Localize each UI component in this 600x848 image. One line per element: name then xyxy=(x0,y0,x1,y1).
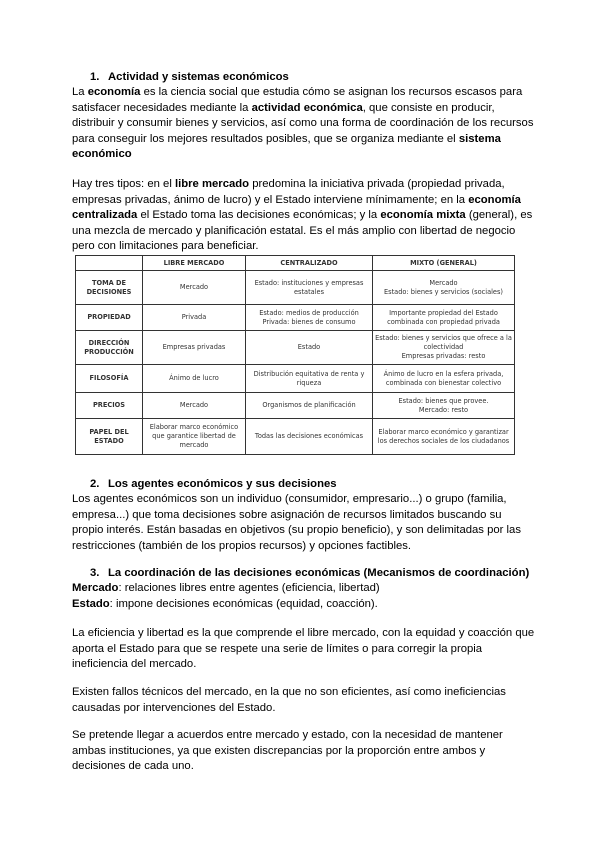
paragraph-agentes xyxy=(72,492,532,554)
table-row xyxy=(76,365,515,393)
row-label: DIRECCIÓN PRODUCCIÓN xyxy=(76,331,143,365)
cell-line: Estado: medios de producción xyxy=(259,308,359,317)
table-row xyxy=(76,393,515,419)
table-header-row xyxy=(76,256,515,271)
row-label: FILOSOFÍA xyxy=(76,365,143,393)
bold-term: actividad económica xyxy=(251,101,363,114)
section-2-heading xyxy=(90,478,337,490)
cell-line: Mercado: resto xyxy=(418,405,469,414)
bold-term: centralizada xyxy=(72,209,138,222)
table-cell: Ánimo de lucro xyxy=(143,365,246,393)
table-header-cell: MIXTO (GENERAL) xyxy=(373,256,515,271)
section-number: 3. xyxy=(90,567,100,579)
row-label: TOMA DE DECISIONES xyxy=(76,271,143,305)
table-cell xyxy=(373,271,515,305)
row-label: PRECIOS xyxy=(76,393,143,419)
section-number: 2. xyxy=(90,478,100,490)
text: : relaciones libres entre agentes (eficiencia, libertad) xyxy=(118,582,380,594)
table-row xyxy=(76,419,515,455)
text-line: Se pretende llegar a acuerdos entre mercado y estado, con la necesidad de mantener xyxy=(72,729,503,741)
bold-term: Mercado xyxy=(72,582,119,594)
cell-line: Elaborar marco económico y garantizar los derechos sociales de los ciudadanos xyxy=(377,427,510,445)
cell-line: Estado: bienes que provee. xyxy=(398,396,489,405)
cell-line: Empresas privadas: resto xyxy=(401,352,486,360)
text-line: ineficiencia del mercado. xyxy=(72,658,197,671)
table-cell: Estado xyxy=(246,331,373,365)
cell-line: Ánimo de lucro en la esfera privada, xyxy=(383,369,504,378)
section-title: Actividad y sistemas económicos xyxy=(108,71,289,83)
table-header-cell xyxy=(76,256,143,271)
table-cell: Todas las decisiones económicas xyxy=(246,419,373,455)
bold-term: economía xyxy=(468,193,521,206)
section-1-heading xyxy=(90,71,289,83)
cell-line: Mercado xyxy=(429,278,458,287)
cell-line: Privada: bienes de consumo xyxy=(262,317,356,326)
text: La xyxy=(72,86,88,98)
row-label: PAPEL DEL ESTADO xyxy=(76,419,143,455)
text-line: Los agentes económicos son un individuo (consumidor, empresario...) o grupo (familia, xyxy=(72,493,507,505)
paragraph-economia xyxy=(72,85,532,163)
text: (general), es xyxy=(465,209,533,222)
cell-line: Importante propiedad del Estado xyxy=(389,308,498,317)
table-cell: Estado: instituciones y empresas estatales xyxy=(246,271,373,305)
text-line: pero con limitaciones para beneficiar. xyxy=(72,240,259,253)
text: , que consiste en producir, xyxy=(362,101,495,114)
table-cell: Mercado xyxy=(143,271,246,305)
table-cell: Organismos de planificación xyxy=(246,393,373,419)
text-line: causadas por intervenciones del Estado. xyxy=(72,701,276,714)
section-title: La coordinación de las decisiones económicas (Mecanismos de coordinación) xyxy=(108,567,530,579)
bold-term: sistema xyxy=(458,132,501,145)
table-cell: Distribución equitativa de renta y riqueza xyxy=(246,365,373,393)
table-cell xyxy=(246,305,373,331)
table-cell: Privada xyxy=(143,305,246,331)
cell-line: Estado: bienes y servicios que ofrece a la colectividad xyxy=(375,334,512,351)
paragraph-acuerdos xyxy=(72,728,532,775)
table-row xyxy=(76,331,515,365)
text-line: propio interés. Están basadas en objetivos (su propio beneficio), y son delimitadas por las xyxy=(72,524,521,537)
table-row xyxy=(76,271,515,305)
section-number: 1. xyxy=(90,71,100,83)
table-cell xyxy=(373,365,515,393)
table-header-cell: CENTRALIZADO xyxy=(246,256,373,271)
bold-term: economía mixta xyxy=(380,209,466,222)
section-title: Los agentes económicos y sus decisiones xyxy=(108,478,337,490)
bold-term: libre mercado xyxy=(174,178,250,190)
table-cell: Mercado xyxy=(143,393,246,419)
row-label: PROPIEDAD xyxy=(76,305,143,331)
text: predomina la iniciativa privada (propiedad privada, xyxy=(249,178,505,190)
table-cell: Elaborar marco económico que garantice libertad de mercado xyxy=(143,419,246,455)
table-header-cell: LIBRE MERCADO xyxy=(143,256,246,271)
text-line: La eficiencia y libertad es la que comprende el libre mercado, con la equidad y coacción que xyxy=(72,627,535,639)
table-cell xyxy=(373,393,515,419)
text-line: distribuir y consumir bienes y servicios, así como una forma de coordinación de los recursos xyxy=(72,117,534,130)
table-cell xyxy=(373,305,515,331)
cell-line: combinada con propiedad privada xyxy=(387,317,500,326)
bold-term: economía xyxy=(87,86,141,98)
text: : impone decisiones económicas (equidad, coacción). xyxy=(109,597,378,610)
table-cell xyxy=(373,331,515,365)
text: para conseguir los mejores resultados posibles, que se organiza mediante el xyxy=(72,132,459,145)
paragraph-tipos xyxy=(72,177,532,255)
cell-line: Estado: bienes y servicios (sociales) xyxy=(384,287,503,296)
text: es la ciencia social que estudia cómo se asignan los recursos escasos para xyxy=(140,86,523,98)
table-row xyxy=(76,305,515,331)
text: Hay tres tipos: en el xyxy=(72,178,175,190)
text-line: ambas instituciones, ya que existen discrepancias por la proporción entre ambos y xyxy=(72,744,486,757)
text: satisfacer necesidades mediante la xyxy=(72,101,252,114)
paragraph-fallos xyxy=(72,685,532,716)
paragraph-eficiencia xyxy=(72,626,535,673)
text: empresas privadas, ánimo de lucro) y el Estado interviene mínimamente; en la xyxy=(72,193,469,206)
bold-term: económico xyxy=(72,148,132,161)
text: el Estado toma las decisiones económicas; y la xyxy=(137,209,381,222)
table-cell xyxy=(373,419,515,455)
economic-systems-table xyxy=(75,255,515,455)
section-3-heading xyxy=(90,567,529,579)
text-line: una mezcla de mercado y planificación estatal. Es el más amplio con libertad de negocio xyxy=(72,224,516,237)
text-line: restricciones (también de los propios recursos) y opciones factibles. xyxy=(72,539,412,552)
bold-term: Estado xyxy=(72,597,110,610)
text-line: decisiones de cada uno. xyxy=(72,760,194,773)
cell-line: combinada con bienestar colectivo xyxy=(385,378,502,387)
text-line: empresa...) que toma decisiones sobre asignación de recursos limitados buscando su xyxy=(72,508,502,521)
table-cell: Empresas privadas xyxy=(143,331,246,365)
paragraph-mecanismos xyxy=(72,581,532,612)
text-line: Existen fallos técnicos del mercado, en la que no son eficientes, así como ineficiencias xyxy=(72,686,506,698)
text-line: aporta el Estado para que se respete una serie de límites o para corregir la propia xyxy=(72,642,483,655)
